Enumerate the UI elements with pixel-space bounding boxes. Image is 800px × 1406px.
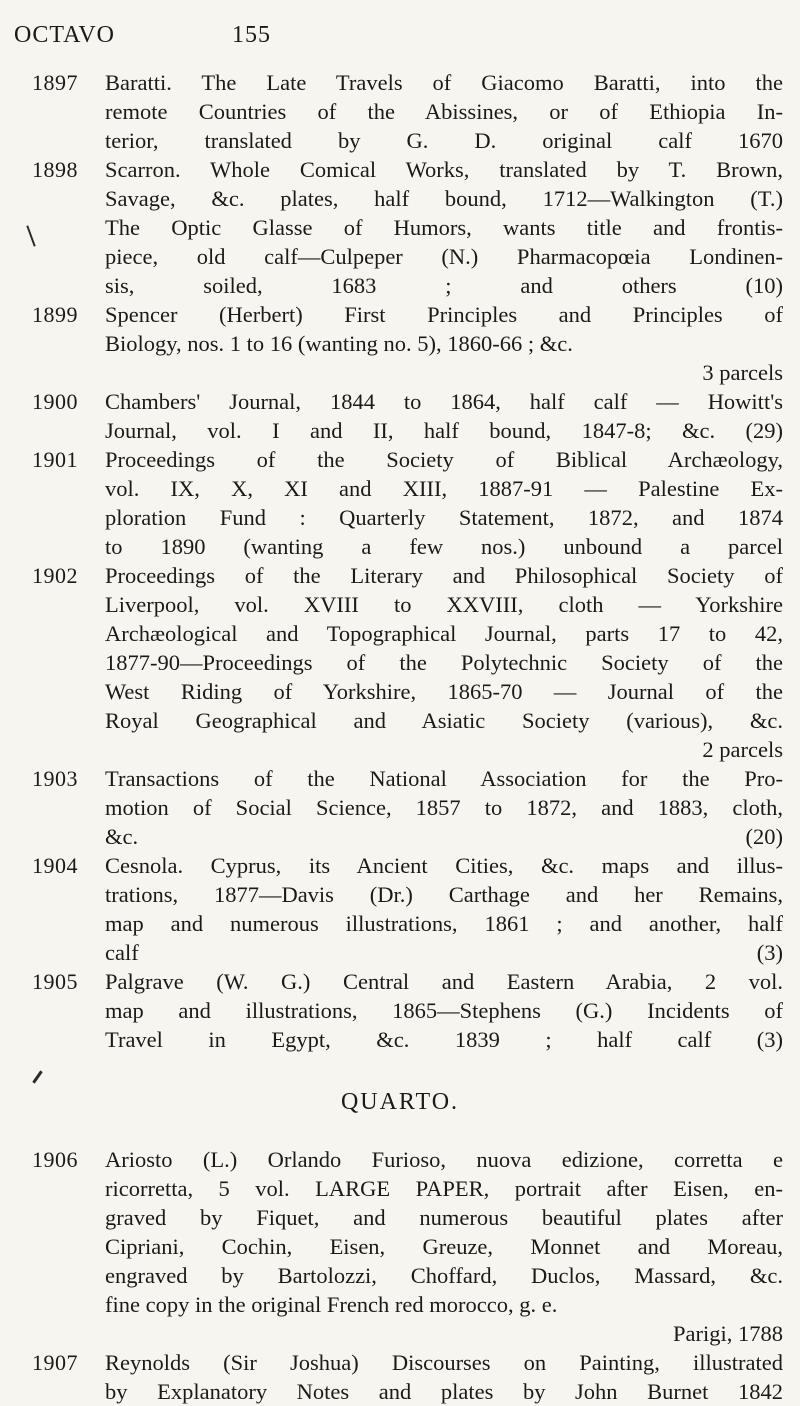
- lot-line: piece, old calf—Culpeper (N.) Pharmacopœia Londinen-: [105, 244, 783, 269]
- lot-line: Archæological and Topographical Journal, parts 17 to 42,: [105, 621, 783, 646]
- lot-number: 1897: [32, 70, 78, 95]
- lot-line: Transactions of the National Association for the Pro-: [105, 766, 783, 791]
- lot-description: [105, 300, 783, 387]
- lot-line: Cipriani, Cochin, Eisen, Greuze, Monnet and Moreau,: [105, 1234, 783, 1259]
- lot-number: 1903: [32, 766, 78, 791]
- lot-line: Liverpool, vol. XVIII to XXVIII, cloth — Yorkshire: [105, 592, 783, 617]
- lot-number: 1907: [32, 1350, 78, 1375]
- lot-description: [105, 1145, 783, 1348]
- lot-number: 1900: [32, 389, 78, 414]
- lot-line: Savage, &c. plates, half bound, 1712—Walkington (T.): [105, 186, 783, 211]
- lot-description: [105, 967, 783, 1054]
- lot-number: 1898: [32, 157, 78, 182]
- lot-line: Spencer (Herbert) First Principles and Principles of: [105, 302, 783, 327]
- lot-line: Proceedings of the Society of Biblical Archæology,: [105, 447, 783, 472]
- lot-line: The Optic Glasse of Humors, wants title and frontis-: [105, 215, 783, 240]
- lot-line: Chambers' Journal, 1844 to 1864, half calf — Howitt's: [105, 389, 783, 414]
- lot-line: &c. (20): [105, 824, 783, 849]
- lot-number: 1902: [32, 563, 78, 588]
- margin-mark: [26, 225, 35, 246]
- lot-line: remote Countries of the Abissines, or of Ethiopia In-: [105, 99, 783, 124]
- lot-number: 1901: [32, 447, 78, 472]
- lot-number: 1906: [32, 1147, 78, 1172]
- lot-line: Ariosto (L.) Orlando Furioso, nuova edizione, corretta e: [105, 1147, 783, 1172]
- lot-line: Scarron. Whole Comical Works, translated by T. Brown,: [105, 157, 783, 182]
- lot-line: Reynolds (Sir Joshua) Discourses on Painting, illustrated: [105, 1350, 783, 1375]
- lot-description: [105, 764, 783, 851]
- lot-line: Royal Geographical and Asiatic Society (various), &c.: [105, 708, 783, 733]
- lot-number: 1905: [32, 969, 78, 994]
- lot-line: ploration Fund : Quarterly Statement, 1872, and 1874: [105, 505, 783, 530]
- lot-line: calf (3): [105, 940, 783, 965]
- lot-line: engraved by Bartolozzi, Choffard, Duclos, Massard, &c.: [105, 1263, 783, 1288]
- lot-number: 1899: [32, 302, 78, 327]
- lot-line: Parigi, 1788: [673, 1321, 783, 1346]
- lot-line: trations, 1877—Davis (Dr.) Carthage and her Remains,: [105, 882, 783, 907]
- lot-line: Journal, vol. I and II, half bound, 1847-8; &c. (29): [105, 418, 783, 443]
- lot-line: Cesnola. Cyprus, its Ancient Cities, &c. maps and illus-: [105, 853, 783, 878]
- margin-mark: [32, 1070, 42, 1083]
- lot-line: 2 parcels: [702, 737, 783, 762]
- lot-line: Travel in Egypt, &c. 1839 ; half calf (3): [105, 1027, 783, 1052]
- lot-description: [105, 1348, 783, 1406]
- page-header: [0, 12, 800, 52]
- section-title: QUARTO.: [340, 1089, 460, 1115]
- lot-line: graved by Fiquet, and numerous beautiful plates after: [105, 1205, 783, 1230]
- lot-description: [105, 155, 783, 300]
- lot-description: [105, 387, 783, 445]
- lot-line: to 1890 (wanting a few nos.) unbound a parcel: [105, 534, 783, 559]
- lot-description: [105, 561, 783, 764]
- lot-line: West Riding of Yorkshire, 1865-70 — Journal of the: [105, 679, 783, 704]
- lot-line: sis, soiled, 1683 ; and others (10): [105, 273, 783, 298]
- lot-line: Baratti. The Late Travels of Giacomo Baratti, into the: [105, 70, 783, 95]
- running-head: OCTAVO: [14, 22, 115, 48]
- page-number: 155: [232, 22, 271, 48]
- lot-line: Proceedings of the Literary and Philosophical Society of: [105, 563, 783, 588]
- lot-line: vol. IX, X, XI and XIII, 1887-91 — Palestine Ex-: [105, 476, 783, 501]
- lot-line: 3 parcels: [702, 360, 783, 385]
- lot-line: map and illustrations, 1865—Stephens (G.) Incidents of: [105, 998, 783, 1023]
- lot-description: [105, 68, 783, 155]
- lot-line: fine copy in the original French red morocco, g. e.: [105, 1292, 558, 1317]
- lot-line: Palgrave (W. G.) Central and Eastern Arabia, 2 vol.: [105, 969, 783, 994]
- lot-line: by Explanatory Notes and plates by John Burnet 1842: [105, 1379, 783, 1404]
- lot-line: map and numerous illustrations, 1861 ; and another, half: [105, 911, 783, 936]
- lot-description: [105, 445, 783, 561]
- lot-line: Biology, nos. 1 to 16 (wanting no. 5), 1860-66 ; &c.: [105, 331, 573, 356]
- lot-number: 1904: [32, 853, 78, 878]
- lot-line: ricorretta, 5 vol. LARGE PAPER, portrait after Eisen, en-: [105, 1176, 783, 1201]
- lot-description: [105, 851, 783, 967]
- lot-line: terior, translated by G. D. original calf 1670: [105, 128, 783, 153]
- lot-line: motion of Social Science, 1857 to 1872, and 1883, cloth,: [105, 795, 783, 820]
- lot-line: 1877-90—Proceedings of the Polytechnic Society of the: [105, 650, 783, 675]
